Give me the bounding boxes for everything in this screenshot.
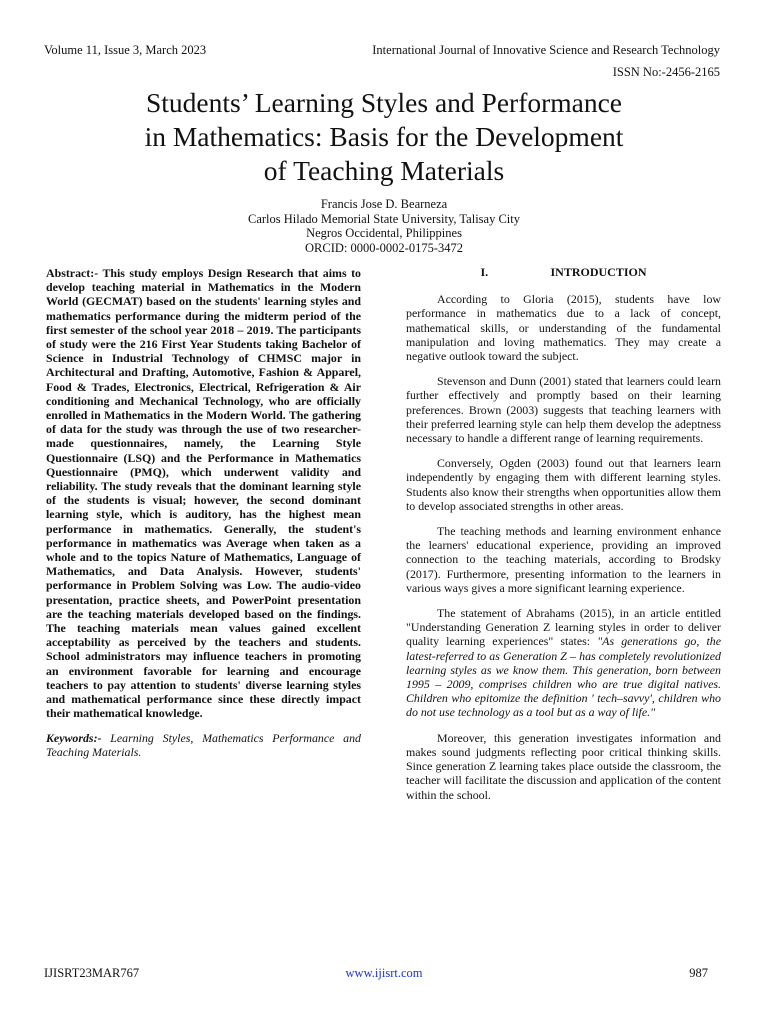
author-name: Francis Jose D. Bearneza xyxy=(320,197,448,211)
paragraph xyxy=(406,606,721,720)
keywords-text: Learning Styles, Mathematics Performance and Teaching Materials. xyxy=(46,730,361,759)
author-location: Negros Occidental, Philippines xyxy=(306,226,462,240)
paper-id: IJISRT23MAR767 xyxy=(44,966,140,980)
journal-name: International Journal of Innovative Science and Research Technology xyxy=(372,43,720,57)
keywords xyxy=(46,731,361,759)
paper-title xyxy=(60,86,708,188)
title-line: in Mathematics: Basis for the Development xyxy=(144,121,624,152)
issn: ISSN No:-2456-2165 xyxy=(612,65,720,79)
section-number: I. xyxy=(480,265,489,279)
volume-issue: Volume 11, Issue 3, March 2023 xyxy=(44,43,207,57)
paragraph-lead: The statement of Abrahams (2015), in an article entitled "Understanding Generation Z learning styles in order to deliver quality learning experiences" states: xyxy=(406,606,721,649)
left-column xyxy=(46,266,361,759)
keywords-label: Keywords:- xyxy=(46,730,102,745)
paragraph: According to Gloria (2015), students have low performance in mathematics due to a lack of concept, mathematical skills, or understanding of the fundamental manipulation and loving mathematics. They may create a negative outlook toward the subject. xyxy=(406,292,721,364)
section-heading xyxy=(406,265,721,279)
right-column xyxy=(406,265,721,813)
paragraph: Moreover, this generation investigates information and makes sound judgments reflecting poor critical thinking skills. Since generation Z learning takes place outside the classroom, the teacher will facilitate the discussion and application of the content within the school. xyxy=(406,730,721,802)
paragraph: Conversely, Ogden (2003) found out that learners learn independently by engaging them with different learning styles. Students also know their strengths when opportunities allow them to develop associated strengths in other areas. xyxy=(406,456,721,513)
block-quote: "As generations go, the latest-referred to as Generation Z – has completely revolutionized learning styles as we know them. This generation, born between 1995 – 2009, comprises children who are true digital natives. Children who epitomize the definition ' tech–savvy', children who do not use technology as a tool but as a way of life." xyxy=(406,634,721,720)
paragraph: The teaching methods and learning environment enhance the learners' educational experience, providing an improved connection to the teaching materials, according to Brodsky (2017). Furthermore, presenting information to the learners in various ways gives a more significant learning experience. xyxy=(406,524,721,595)
title-line: of Teaching Materials xyxy=(263,155,505,186)
title-line: Students’ Learning Styles and Performance xyxy=(145,87,623,118)
page-number: 987 xyxy=(689,966,708,980)
website-link[interactable]: www.ijisrt.com xyxy=(345,966,423,980)
footer-center xyxy=(0,966,768,981)
paragraph: Stevenson and Dunn (2001) stated that learners could learn further effectively and promptly based on their learning preferences. Brown (2003) suggests that teaching learners with their preferred learning style can help them develop the adeptness necessary to handle a different range of learning requirements. xyxy=(406,374,721,446)
author-affiliation: Carlos Hilado Memorial State University, Talisay City xyxy=(247,211,520,226)
section-title: INTRODUCTION xyxy=(550,265,647,279)
author-orcid: ORCID: 0000-0002-0175-3472 xyxy=(305,240,463,255)
author-block xyxy=(84,197,684,255)
abstract: Abstract:- This study employs Design Research that aims to develop teaching material in Mathematics in the Modern World (GECMAT) based on the students' learning styles and mathematics performance during the midterm period of the first semester of the school year 2018 – 2019. The participants of study were the 216 First Year Students taking Bachelor of Science in Industrial Technology of CHMSC major in Architectural and Drafting, Automotive, Fashion & Apparel, Food & Trades, Electronics, Electrical, Refrigeration & Air conditioning and Mechanical Technology, who are officially enrolled in Mathematics in the Modern World. The gathering of data for the study was through the use of two researcher-made questionnaires, namely, the Learning Style Questionnaire (LSQ) and the Performance in Mathematics Questionnaire (PMQ), which underwent validity and reliability. The study reveals that the dominant learning style of the students is visual; however, the second dominant learning style, which is auditory, has the highest mean performance in mathematics. Generally, the student's performance in mathematics was Average when taken as a whole and to the topics Nature of Mathematics, Language of Mathematics, and Data Analysis. However, students' performance in Problem Solving was Low. The audio-video presentation, practice sheets, and PowerPoint presentation are the teaching materials developed based on the findings. The teaching materials mean values gained excellent acceptability as perceived by the teachers and students. School administrators may influence teachers in promoting an environment favorable for learning and encourage teachers to pay attention to students' diverse learning styles and mathematical performance since these directly impact their mathematical knowledge. xyxy=(46,266,361,721)
